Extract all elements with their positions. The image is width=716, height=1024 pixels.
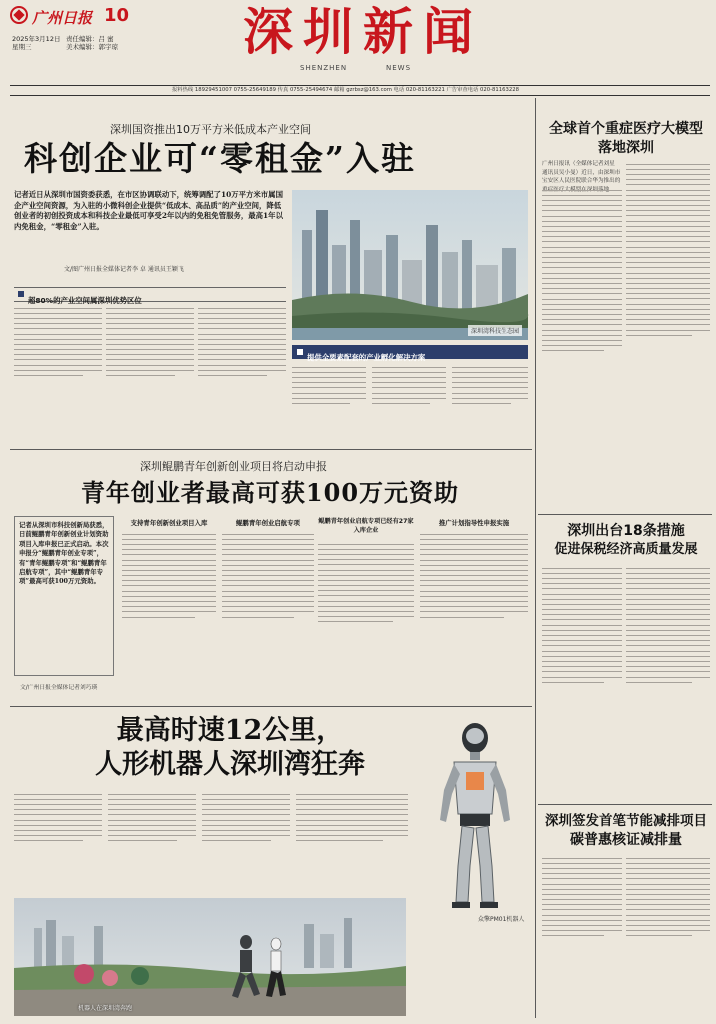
story1-body-col1 xyxy=(14,304,102,441)
story2-byline: 文/广州日报全媒体记者刘巧瑛 xyxy=(20,685,98,691)
side3-headline-line1: 深圳签发首笔节能减排项目 xyxy=(545,813,707,829)
side1-lead xyxy=(542,160,622,184)
date: 2025年3月12日 xyxy=(12,35,61,43)
story3-body-col3 xyxy=(202,790,290,894)
story3-body-col2 xyxy=(108,790,196,894)
side3-body-col1 xyxy=(542,854,622,1016)
story1-headline: 科创企业可“零租金”入驻 xyxy=(24,139,416,178)
story2-col-heading-c-text: 鲲鹏青年创业启航专项已经有27家入库企业 xyxy=(318,518,414,534)
proofreader: 美术编辑：郭宇琼 xyxy=(66,43,118,51)
humanoid-robot-image xyxy=(418,716,532,916)
story1-subhead: 超80%的产业空间属深圳优势区位 xyxy=(28,296,142,305)
story1-lead-box xyxy=(14,190,286,244)
side1-byline: 广州日报讯（全媒体记者刘星 通讯员吴小曼）近日，由深圳市宝安区人民医院联合华为推出的 xyxy=(542,161,621,185)
story2-body-col4 xyxy=(420,530,528,700)
story1-bottom-rule xyxy=(10,449,532,450)
story1-photo-caption: 深圳湾科技生态园 xyxy=(468,325,522,336)
city-skyline-image xyxy=(292,190,528,340)
story2-col-heading-c xyxy=(318,518,414,535)
side2-headline-line1: 深圳出台18条措施 xyxy=(567,523,685,539)
story1-body-col5 xyxy=(372,363,446,443)
subhead-square-icon xyxy=(18,291,24,297)
side2-bottom-rule xyxy=(538,804,712,805)
story2-body-col1 xyxy=(122,530,216,700)
side1-body-col2 xyxy=(626,160,710,508)
story1-body-col4 xyxy=(292,363,366,443)
story2-bottom-rule xyxy=(10,706,532,707)
section-title: 深圳新闻 xyxy=(243,2,483,61)
side1-body-col1 xyxy=(542,186,622,508)
story1-body-col2 xyxy=(106,304,194,441)
side2-body-col2 xyxy=(626,564,710,800)
story3-robot-caption: 众擎PM01机器人 xyxy=(478,916,525,923)
section-english: NEWS xyxy=(386,64,412,72)
story2-col-heading-a: 支持青年创新创业项目入库 xyxy=(130,519,208,527)
side2-headline-line2: 促进保税经济高质量发展 xyxy=(554,542,698,557)
story2-body-col2 xyxy=(222,530,314,700)
contact-bar-text: 报料热线 18929451007 0755-25649189 传真 0755-25494674 邮箱 gzrbsz@163.com 电话 020-81163221 广告审查电话 020-81163228 xyxy=(172,87,519,93)
story3-photo-caption: 机器人在深圳湾奔跑 xyxy=(78,1005,133,1012)
story3-body-col1 xyxy=(14,790,102,894)
story1-photo xyxy=(292,190,528,340)
story2-summary: 记者从深圳市科技创新局获悉，日前鲲鹏青年创新创业计划资助项目入库申报已正式启动。本次申报分“鲲鹏青年创业专项”，有“青年鲲鹏专项”和“鲲鹏青年启航专项”，其中“鲲鹏青年专项”最高可获100万元资助。 xyxy=(19,521,109,586)
section-pinyin: SHENZHEN xyxy=(300,64,348,72)
story1-subhead-box xyxy=(14,287,286,305)
side2-body-col1 xyxy=(542,564,622,800)
side1-headline-line2: 落地深圳 xyxy=(598,140,654,156)
editor: 责任编辑：吕 蜜 xyxy=(66,35,114,43)
robot-running-park-image xyxy=(14,898,406,1016)
story3-headline-line1: 最高时速12公里， xyxy=(116,715,344,746)
story2-summary-box xyxy=(14,516,114,676)
side3-headline-line2: 碳普惠核证减排量 xyxy=(570,832,682,848)
story2-body-col3 xyxy=(318,540,414,700)
side1-headline-line1: 全球首个重症医疗大模型 xyxy=(549,121,703,137)
story1-body-col3 xyxy=(198,304,286,441)
story2-headline: 青年创业者最高可获100万元资助 xyxy=(80,478,460,507)
story2-col-heading-b: 鲲鹏青年创业启航专项 xyxy=(236,519,300,527)
masthead xyxy=(0,0,716,80)
story1-lead: 记者近日从深圳市国资委获悉，在市区协调联动下，统筹调配了10万平方米市属国企产业空间资源，为入驻的小微科创企业提供“低成本、高品质”的产业空间，降低创业者的初创投资成本和科技企业最低可享受2年以内的免租免管服务，最高1年以内免租金，“零租金”入驻。 xyxy=(14,190,283,231)
callout-square-icon xyxy=(297,349,303,355)
contact-bar xyxy=(10,85,710,96)
story1-callout-text: 提供全要素配套的产业孵化解决方案 xyxy=(307,353,426,362)
story3-robot-photo xyxy=(418,716,532,916)
side3-body-col2 xyxy=(626,854,710,1016)
story2-col-heading-d: 推广计划指导性申报实施 xyxy=(438,519,510,527)
paper-name: 广州日报 xyxy=(32,9,93,27)
story1-kicker: 深圳国资推出10万平方米低成本产业空间 xyxy=(110,123,311,136)
story3-photo xyxy=(14,898,406,1016)
story3-headline-line2: 人形机器人深圳湾狂奔 xyxy=(95,749,365,780)
story2-kicker: 深圳鲲鹏青年创新创业项目将启动申报 xyxy=(140,460,327,473)
weekday: 星期三 xyxy=(12,43,32,51)
page-number: 10 xyxy=(104,5,130,26)
side1-bottom-rule xyxy=(538,514,712,515)
story3-body-col4 xyxy=(296,790,408,894)
story1-byline: 文/图广州日报全媒体记者李 卓 通讯员王颖飞 xyxy=(64,266,184,273)
story1-callout xyxy=(292,345,528,362)
story1-body-col6 xyxy=(452,363,528,443)
side-column-divider xyxy=(535,98,536,1018)
